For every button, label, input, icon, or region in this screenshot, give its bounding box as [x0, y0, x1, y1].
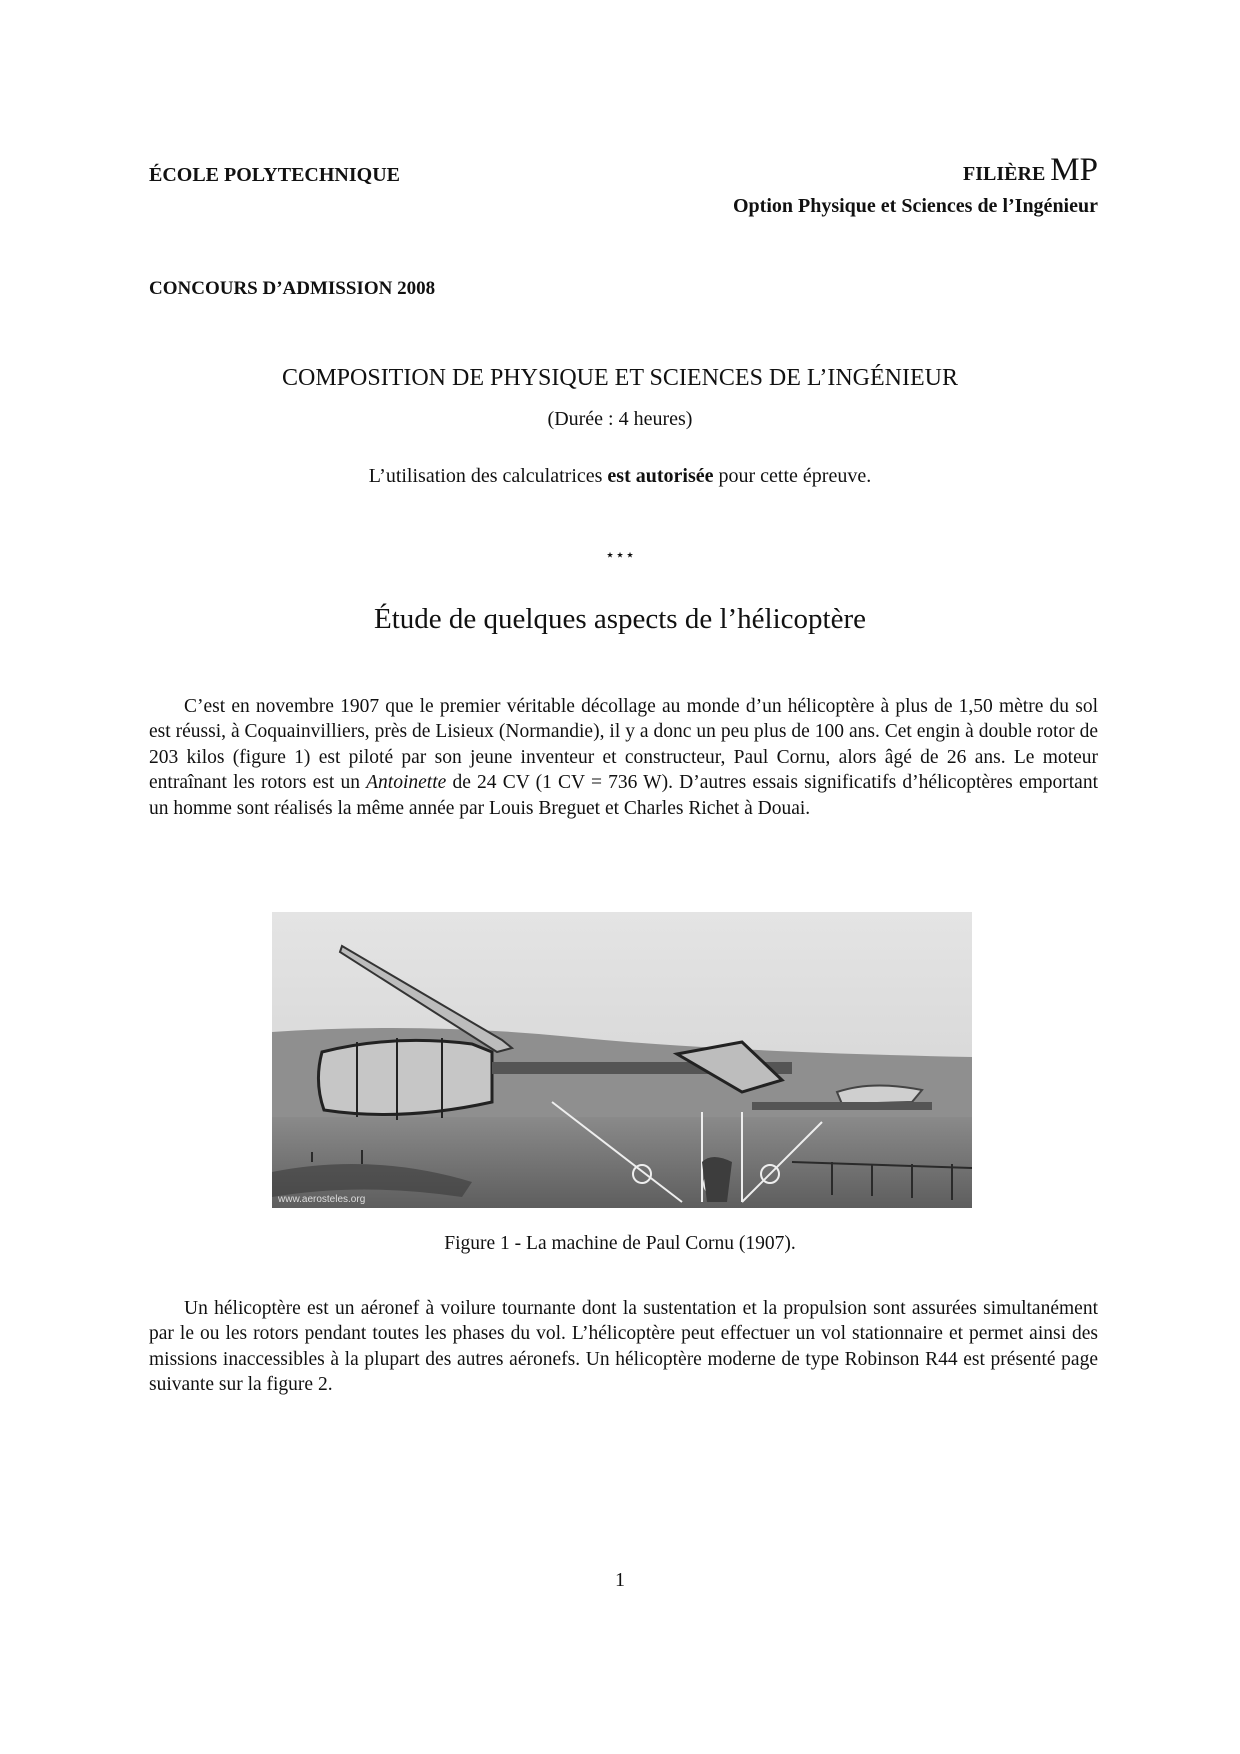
exam-duration: (Durée : 4 heures) — [547, 408, 693, 430]
page-number: 1 — [615, 1569, 625, 1591]
para-text: C’est en novembre 1907 que le premier véritable décollage au monde d’un hélicoptère à plus de 1,50 mètre du sol est réussi, à Coquainvilliers, près de Lisieux (Normandie), il y a donc un peu plus de 100 ans. Cet engin à double rotor de 203 kilos (figure 1) est piloté par son jeune inventeur et constructeur, Paul Cornu, alors âgé de 26 ans. Le moteur entraînant les rotors est un — [149, 696, 1098, 794]
filiere-value: MP — [1050, 152, 1098, 188]
filiere — [963, 152, 1098, 189]
calculator-notice — [0, 465, 1240, 488]
figure-1-photo — [272, 912, 972, 1208]
filiere-label: FILIÈRE — [963, 163, 1046, 185]
cornu-helicopter-photo — [272, 912, 972, 1208]
stars-separator: ⋆⋆⋆ — [604, 547, 636, 564]
main-title: Étude de quelques aspects de l’hélicoptère — [374, 603, 866, 635]
intro-paragraph — [149, 694, 1098, 821]
calc-text: L’utilisation des calculatrices — [368, 465, 608, 487]
helicopter-definition-paragraph: Un hélicoptère est un aéronef à voilure tournante dont la sustentation et la propulsion sont assurées simultanément par le ou les rotors pendant toutes les phases du vol. L’hélicoptère peut effectuer un vol stationnaire et permet ainsi des missions inaccessibles à la plupart des autres aéronefs. Un hélicoptère moderne de type Robinson R44 est présenté page suivante sur la figure 2. — [149, 1298, 1098, 1396]
school-name: ÉCOLE POLYTECHNIQUE — [149, 164, 400, 186]
concours-line: CONCOURS D’ADMISSION 2008 — [149, 278, 436, 299]
para-text-end: de 24 CV (1 CV = 736 W). D’autres essais significatifs d’hélicoptères emportant un homme sont réalisés la même année par Louis Breguet et Charles Richet à Douai. — [149, 772, 1098, 819]
photo-watermark: www.aerosteles.org — [278, 1194, 366, 1205]
calc-bold: est autorisée — [607, 465, 714, 487]
option-line: Option Physique et Sciences de l’Ingénieur — [732, 195, 1098, 217]
para-italic: Antoinette — [366, 772, 447, 794]
exam-title: COMPOSITION DE PHYSIQUE ET SCIENCES DE L’INGÉNIEUR — [281, 365, 958, 391]
calc-text-end: pour cette épreuve. — [713, 465, 872, 487]
figure-1-caption: Figure 1 - La machine de Paul Cornu (1907). — [444, 1233, 796, 1254]
